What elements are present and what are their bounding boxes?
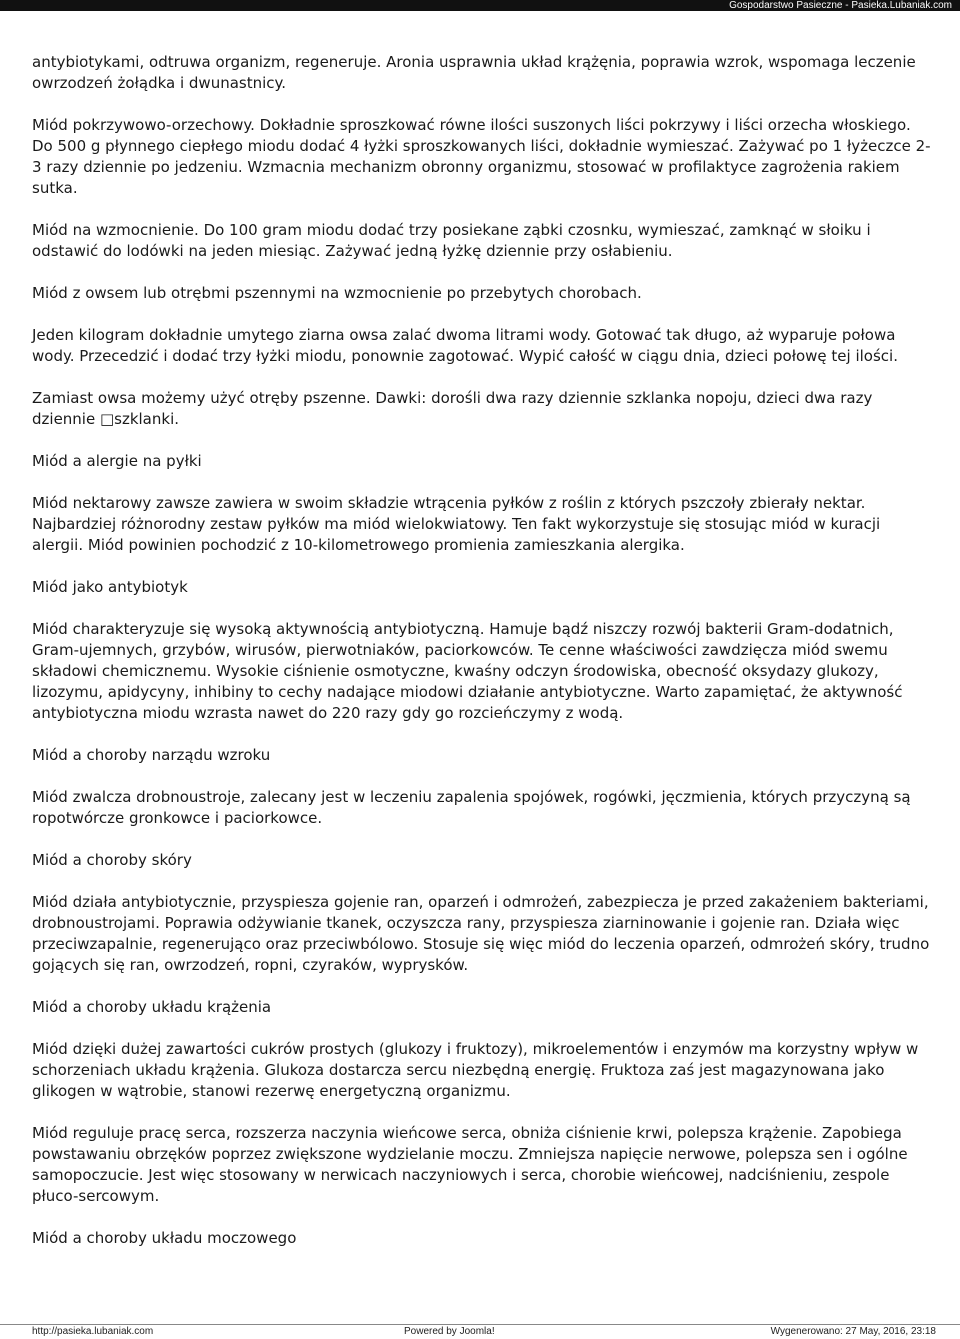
section-heading-wzrok: Miód a choroby narządu wzroku: [32, 746, 271, 764]
paragraph-otreby: Zamiast owsa możemy użyć otręby pszenne. Dawki: dorośli dwa razy dziennie szklanka nopoju, dzieci dwa razy dziennie □szklanki.: [32, 389, 873, 428]
paragraph-aronia: antybiotykami, odtruwa organizm, regeneruje. Aronia usprawnia układ krążęnia, poprawia wzrok, wspomaga leczenie owrzodzeń żołądka i dwunastnicy.: [32, 53, 916, 92]
page-footer: [0, 1324, 960, 1339]
section-heading-antybiotyk: Miód jako antybiotyk: [32, 578, 188, 596]
paragraph-alergie: Miód nektarowy zawsze zawiera w swoim składzie wtrącenia pyłków z roślin z których pszczoły zbierały nektar. Najbardziej różnorodny zestaw pyłków ma miód wielokwiatowy. Ten fakt wykorzystuje się stosując miód w kuracji alergii. Miód powinien pochodzić z 10-kilometrowego promienia zamieszkania alergika.: [32, 494, 881, 554]
section-heading-alergie: Miód a alergie na pyłki: [32, 452, 202, 470]
site-title: Gospodarstwo Pasieczne - Pasieka.Lubaniak.com: [729, 0, 952, 11]
paragraph-krazenie-1: Miód dzięki dużej zawartości cukrów prostych (glukozy i fruktozy), mikroelementów i enzymów ma korzystny wpływ w schorzeniach układu krążenia. Glukoza dostarcza sercu niezbędną energię. Fruktoza zaś jest magazynowana jako glikogen w wątrobie, stanowi rezerwę energetyczną organizmu.: [32, 1040, 919, 1100]
paragraph-owies: Jeden kilogram dokładnie umytego ziarna owsa zalać dwoma litrami wody. Gotować tak długo, aż wyparuje połowa wody. Przecedzić i dodać trzy łyżki miodu, ponownie zagotować. Wypić całość w ciągu dnia, dzieci połowę tej ilości.: [32, 326, 898, 365]
top-bar: [0, 0, 960, 11]
section-heading-krazenie: Miód a choroby układu krążenia: [32, 998, 272, 1016]
paragraph-pokrzywowo-orzechowy: Miód pokrzywowo-orzechowy. Dokładnie sproszkować równe ilości suszonych liści pokrzywy i liści orzecha włoskiego. Do 500 g płynnego ciepłego miodu dodać 4 łyżki sproszkowanych liści, dokładnie wymieszać. Zażywać po 1 łyżeczce 2-3 razy dziennie po jedzeniu. Wzmacnia mechanizm obronny organizmu, stosować w profilaktyce zagrożenia rakiem sutka.: [32, 116, 931, 197]
footer-generated-date: Wygenerowano: 27 May, 2016, 23:18: [770, 1326, 936, 1337]
section-heading-moczowy: Miód a choroby układu moczowego: [32, 1229, 297, 1247]
paragraph-antybiotyk: Miód charakteryzuje się wysoką aktywnością antybiotyczną. Hamuje bądź niszczy rozwój bakterii Gram-dodatnich, Gram-ujemnych, grzybów, wirusów, pierwotniaków, paciorkowców. Te cenne właściwości zawdzięcza miód swemu składowi chemicznemu. Wysokie ciśnienie osmotyczne, kwaśny odczyn środowiska, obecność oksydazy glukozy, lizozymu, apidycyny, inhibiny to cechy nadające miodowi działanie antybiotyczne. Warto zapamiętać, że aktywność antybiotyczna miodu wzrasta nawet do 220 razy gdy go rozcieńczymy z wodą.: [32, 620, 903, 722]
section-heading-skora: Miód a choroby skóry: [32, 851, 192, 869]
paragraph-skora: Miód działa antybiotycznie, przyspiesza gojenie ran, oparzeń i odmrożeń, zabezpiecza je przed zakażeniem bakteriami, drobnoustrojami. Poprawia odżywianie tkanek, oczyszcza rany, przyspiesza ziarninowanie i gojenie ran. Działa więc przeciwzapalnie, regenerująco oraz przeciwbólowo. Stosuje się więc miód do leczenia oparzeń, odmrożeń skóry, trudno gojących się ran, owrzodzeń, ropni, czyraków, wyprysków.: [32, 893, 930, 974]
paragraph-wzmocnienie: Miód na wzmocnienie. Do 100 gram miodu dodać trzy posiekane ząbki czosnku, wymieszać, zamknąć w słoiku i odstawić do lodówki na jeden miesiąc. Zażywać jedną łyżkę dziennie przy osłabieniu.: [32, 221, 871, 260]
footer-url-link[interactable]: http://pasieka.lubaniak.com: [32, 1326, 154, 1337]
article-body: [32, 52, 932, 1270]
section-heading-owies: Miód z owsem lub otrębmi pszennymi na wzmocnienie po przebytych chorobach.: [32, 284, 642, 302]
paragraph-wzrok: Miód zwalcza drobnoustroje, zalecany jest w leczeniu zapalenia spojówek, rogówki, jęczmienia, których przyczyną są ropotwórcze gronkowce i paciorkowce.: [32, 788, 911, 827]
footer-powered-by: Powered by Joomla!: [404, 1326, 495, 1337]
paragraph-krazenie-2: Miód reguluje pracę serca, rozszerza naczynia wieńcowe serca, obniża ciśnienie krwi, polepsza krążenie. Zapobiega powstawaniu obrzęków poprzez zwiększone wydzielanie moczu. Zmniejsza napięcie nerwowe, polepsza sen i ogólne samopoczucie. Jest więc stosowany w nerwicach naczyniowych i serca, chorobie wieńcowej, nadciśnieniu, zespole płuco-sercowym.: [32, 1124, 908, 1205]
